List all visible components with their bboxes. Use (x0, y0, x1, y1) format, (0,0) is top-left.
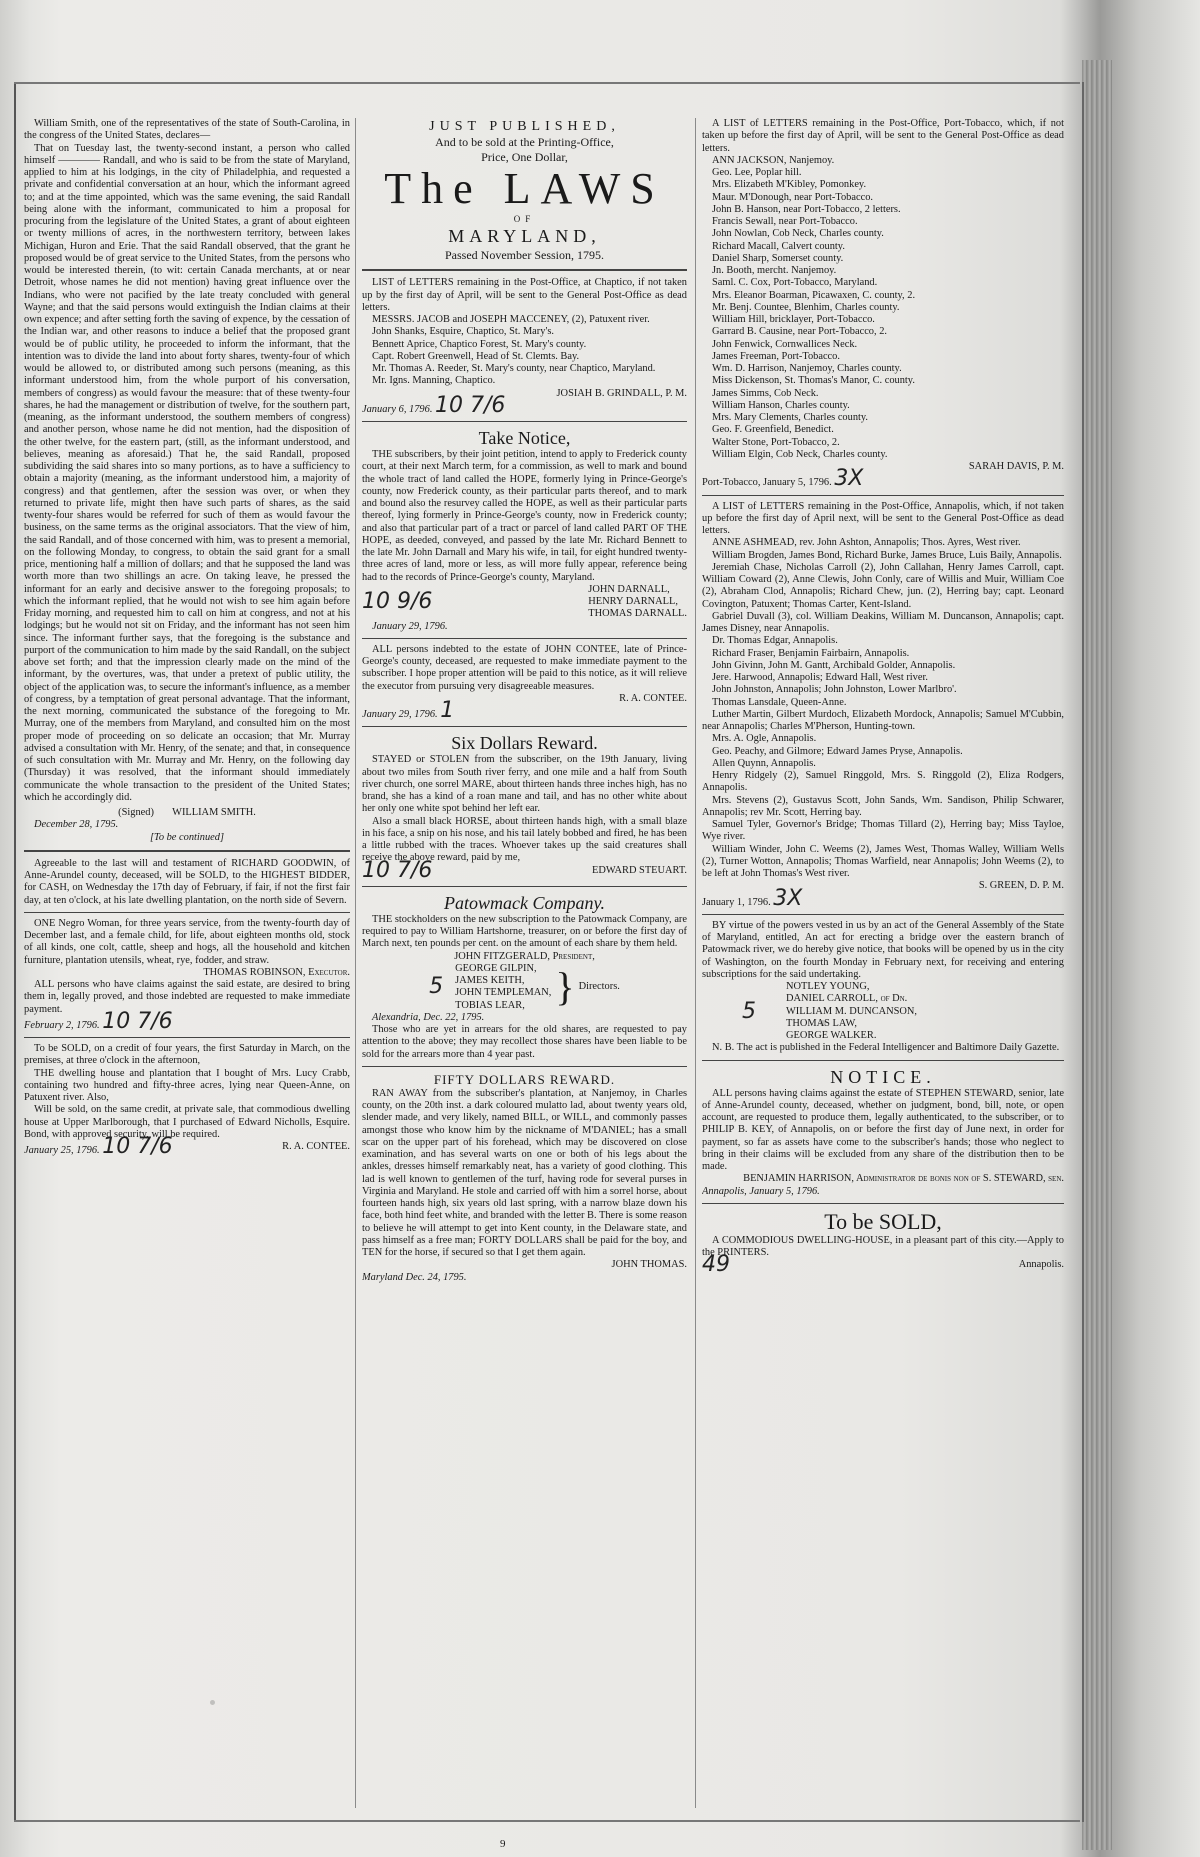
annapolis-letter-item: William Brogden, James Bond, Richard Burke, James Bruce, Luis Baily, Annapolis. (712, 549, 1062, 561)
port-tobacco-letter-item: Geo. F. Greenfield, Benedict. (712, 424, 834, 436)
six-dollars-reward-body-2: Also a small black HORSE, about thirteen hands high, with a small blaze in his face, a snip on his nose, and his tail lately bobbed and fired, he has been a little rubbed with the traces. Whoever takes up the said creatures shall receive the above reward, paid by me, (362, 815, 687, 864)
bridge-signer: THOMAS LAW, (786, 1017, 857, 1029)
divider (24, 1037, 350, 1038)
port-tobacco-letter-item: Mrs. Mary Clements, Charles county. (712, 412, 869, 423)
port-tobacco-signature: SARAH DAVIS, P. M. (968, 461, 1064, 472)
divider (362, 269, 687, 271)
divider (24, 850, 350, 852)
column-rule-1 (355, 118, 356, 1808)
bridge-signer: GEORGE WALKER. (786, 1030, 877, 1041)
signer-name: WILLIAM SMITH. (172, 807, 256, 818)
dwelling-ad: THE dwelling house and plantation that I bought of Mrs. Lucy Crabb, containing two hundred and fifty-three acres, lying near Queen-Anne, on Patuxent river. Also, (24, 1067, 350, 1103)
negro-ad: ONE Negro Woman, for three years service, from the twenty-fourth day of December last, and a female child, for life, about eighteen months old, stock of all kinds, one colt, cattle, sheep and hogs, all the household and kitchen furniture, plantation utensils, wheat, rye, fodder, and straw. (24, 917, 350, 966)
signed-label: (Signed) (118, 807, 154, 818)
port-tobacco-letter-item: James Freeman, Port-Tobacco. (712, 350, 840, 362)
laws-maryland: MARYLAND, (448, 226, 601, 247)
bridge-handwritten-mark: 5 (742, 998, 756, 1024)
conte-handwritten-mark: 10 7/6 (102, 1134, 173, 1159)
divider (702, 495, 1064, 496)
annapolis-letter-item: Samuel Tyler, Governor's Bridge; Thomas Tillard (2), Herring bay; Miss Tayloe, Wye river. (702, 819, 1064, 843)
divider (362, 726, 687, 727)
annapolis-handwritten-mark: 3X (773, 885, 803, 911)
annapolis-letter-item: Jeremiah Chase, Nicholas Carroll (2), John Callahan, Henry James Carroll, capt. William Coward (2), Anne Clewis, John Conly, care of Willis and Muir, William Coe (2), Abraham Clod, Annapolis; Richard Chew, jun. (2), Herring bay; capt. Leonard Covington, Patuxent; Thomas Carter, Kent-Island. (702, 561, 1064, 610)
port-tobacco-letter-item: William Elgin, Cob Neck, Charles county. (712, 448, 888, 460)
murray-letter-body: That on Tuesday last, the twenty-second instant, a person who called himself ———— Randall, and who is said to be from the state of Maryland, applied to him at his lodgings, in the city of Philadelphia, and requested a private and confidential conversation at an hour, which the informant agreed to; and at the time appointed, which was the same evening, the said Randall being alone with the informant, communicated to him a proposal for procuring from the legislature of the United States, a grant of about eighteen or twenty millions of acres, in the northwestern territory, between lakes Michigan, Huron and Erie. That the said Randall observed, that the grant he proposed would be of great service to the United States, from the persons who would be interested therein, (to wit: certain Canada merchants, at or near Detroit, whose names he did not mention) having great influence over the Indians, who were not pacified by the late treaty concluded with general Wayne; and that the said persons would extinguish the Indian claims at their own expence; and after setting forth the saving of expence, by the cessation of the Indian war, and other reasons to induce a belief that the proposed grant would be of public utility, he proceeded to inform the informant, that the intention was to divide the land into about forty shares, twenty-four of which would be allowed to, or distributed among such persons (meaning, as this informant understood him, from the whole purport of his conversation, members of congress) as would favour the measure: that of these twenty-four shares, he had the management or distribution of twelve, for the southern part, (meaning, as the informant understood, the southern members of congress) and another person, whose name he did not mention, had the disposition of the other twelve, for the eastern part, (still, as the informant understood, and believes, meaning as aforesaid.) That he, the said Randall, proposed subdividing the said shares into so many portions, as to have a sufficiency to obtain a majority (meaning, as the informant understood him, a majority of congress) and that gentlemen, after the session was over, or when they returned to private life, might then have such parts of shares, as the said twenty-four shares would be referred for such of them as would favour the business, on the same terms as the original associators. That the view of him, the said Randall, and of those concerned with him, was to present a memorial, on the following Monday, to congress, to obtain the said grant for a small price, mentioning half a million of dollars; and that he supposed the land was worth more than two shillings an acre. On taking leave, he pressed the informant for an early and decisive answer to the foregoing proposals; to which the informant replied, that he would not wish to see him again before Friday morning, and requested him to call on him at congress, and not at his lodgings; but he would not sit on Friday, and the informant has not seen him since. The informant further says, that the foregoing is the substance and purport of the communication to him made by the said Randall, on the subject above set forth; and that the impression clearly made on the mind of the informant, by the overtures, was, that under a pretext of public utility, the object of the application was, to secure the informant's influence, as a member of congress, by a temptation of great personal advantage. That the informant, the next morning, communicated the substance of the foregoing to Mr. Murray, one of the members from Maryland, and consulted him on the most proper mode of proceeding on so delicate an occasion; that Mr. Murray advised a consultation with Mr. Henry, of the senate; and that, in consequence of such consultation with Mr. Murray and Mr. Henry, on the following day (Thursday) it was resolved, that the informant should immediately communicate the whole transaction to the president of the United States; which he accordingly did. (24, 142, 350, 803)
contee-estate-handwritten-mark: 1 (440, 698, 455, 723)
brace-glyph: } (555, 964, 575, 1010)
reward-handwritten-mark: 10 7/6 (362, 857, 433, 883)
laws-price: Price, One Dollar, (481, 150, 568, 164)
patowmack-director: GEORGE GILPIN, (455, 962, 537, 974)
claims-ad: ALL persons who have claims against the said estate, are desired to bring them in, legally proved, and those indebted are requested to make immediate payment. (24, 979, 350, 1015)
chaptico-letter-item: Mr. Thomas A. Reeder, St. Mary's county, near Chaptico, Maryland. (372, 363, 656, 374)
sold-ad-2: Will be sold, on the same credit, at private sale, that commodious dwelling house at Upper Marlborough, that I purchased of Edward Nicholls, Esquire. Bond, with approved security, will be required. (24, 1104, 350, 1140)
patowmack-handwritten-mark: 5 (429, 974, 444, 1000)
to-be-sold-body: A COMMODIOUS DWELLING-HOUSE, in a pleasant part of this city.—Apply to the PRINTERS. (702, 1234, 1064, 1258)
laws-just-published: JUST PUBLISHED, (429, 119, 620, 134)
annapolis-letter-item: Luther Martin, Gilbert Murdoch, Elizabeth Mordock, Annapolis; Samuel M'Cubbin, near Annapolis; Charles M'Pherson, Hunting-town. (702, 708, 1064, 732)
annapolis-letter-item: Jere. Harwood, Annapolis; Edward Hall, West river. (712, 672, 928, 683)
divider (362, 1066, 687, 1067)
patowmack-president: JOHN FITZGERALD, President, (454, 950, 595, 962)
bridge-signer: DANIEL CARROLL, of Dn. (786, 993, 908, 1005)
conte-date: January 25, 1796. (24, 1145, 100, 1156)
patowmack-date: Alexandria, Dec. 22, 1795. (372, 1011, 485, 1023)
six-dollars-reward-heading: Six Dollars Reward. (451, 733, 598, 754)
annapolis-letter-item: John Givinn, John M. Gantt, Archibald Golder, Annapolis. (712, 659, 956, 671)
laws-session: Passed November Session, 1795. (445, 248, 604, 263)
top-rule (14, 82, 1080, 84)
patowmack-tail: Those who are yet in arrears for the old shares, are requested to pay attention to the above; they may recollect those shares have been liable to be sold for the arrears more than 4 year past. (362, 1024, 687, 1060)
patowmack-heading: Patowmack Company. (444, 892, 605, 913)
laws-of: OF (513, 214, 536, 224)
fifty-dollars-heading: FIFTY DOLLARS REWARD. (433, 1071, 616, 1087)
annapolis-letter-item: ANNE ASHMEAD, rev. John Ashton, Annapolis; Thos. Ayres, West river. (712, 537, 1021, 549)
ink-spot (820, 1020, 826, 1026)
port-tobacco-letter-item: Maur. M'Donough, near Port-Tobacco. (712, 191, 874, 203)
chaptico-signature: JOSIAH B. GRINDALL, P. M. (556, 387, 687, 399)
bridge-signer: NOTLEY YOUNG, (786, 981, 870, 992)
annapolis-letter-item: Gabriel Duvall (3), col. William Deakins, William M. Duncanson, Annapolis; capt. James Disney, near Annapolis. (702, 610, 1064, 634)
contee-estate-body: ALL persons indebted to the estate of JOHN CONTEE, late of Prince-George's county, deceased, are requested to make immediate payment to the subscriber. I hope proper attention will be paid to this notice, as it will relieve the executor from pursuing very disagreeable measures. (362, 643, 687, 692)
annapolis-letter-item: Mrs. A. Ogle, Annapolis. (712, 733, 817, 745)
port-tobacco-list-head: A LIST of LETTERS remaining in the Post-Office, Port-Tobacco, which, if not taken up before the first day of April, will be sent to the General Post-Office as dead letters. (702, 118, 1064, 154)
port-tobacco-letter-item: Jn. Booth, mercht. Nanjemoy. (712, 265, 837, 276)
to-be-sold-place: Annapolis. (1018, 1259, 1064, 1271)
port-tobacco-letter-item: Francis Sewall, near Port-Tobacco. (712, 216, 858, 227)
annapolis-letter-item: John Johnston, Annapolis; John Johnston, Lower Marlbro'. (712, 684, 957, 696)
bottom-rule (14, 1820, 1080, 1822)
fifty-dollars-signature: JOHN THOMAS. (611, 1259, 687, 1271)
annapolis-letter-item: Geo. Peachy, and Gilmore; Edward James Pryse, Annapolis. (712, 745, 963, 757)
bridge-notice-body: BY virtue of the powers vested in us by an act of the General Assembly of the State of Maryland, entitled, An act for erecting a bridge over the eastern branch of Patowmack river, we do hereby give notice, that books will be opened by us in the city of Washington, on the fourth Monday in February next, for receiving and entering subscriptions for the said undertaking. (702, 919, 1064, 980)
port-tobacco-letter-item: Geo. Lee, Poplar hill. (712, 167, 802, 178)
take-notice-signer: THOMAS DARNALL. (588, 608, 687, 620)
chaptico-letter-item: Mr. Igns. Manning, Chaptico. (372, 375, 496, 387)
bridge-nb: N. B. The act is published in the Federal Intelligencer and Baltimore Daily Gazette. (712, 1042, 1060, 1054)
port-tobacco-letter-item: ANN JACKSON, Nanjemoy. (712, 154, 835, 166)
patowmack-body: THE stockholders on the new subscription to the Patowmack Company, are required to pay to William Hartshorne, treasurer, on or before the first day of March next, ten pounds per cent. on the amount of each share by them held. (362, 913, 687, 950)
divider (362, 886, 687, 887)
port-tobacco-letter-item: Mrs. Elizabeth M'Kibley, Pomonkey. (712, 179, 867, 191)
annapolis-letter-item: Mrs. Stevens (2), Gustavus Scott, John Sands, Wm. Sandison, Philip Schwarer, Annapolis; rev Mr. Scott, Herring bay. (702, 794, 1064, 818)
divider (362, 638, 687, 639)
take-notice-heading: Take Notice, (478, 428, 571, 448)
port-tobacco-letter-item: William Hanson, Charles county. (712, 399, 850, 411)
sold-ad: To be SOLD, on a credit of four years, the first Saturday in March, on the premises, at three o'clock in the afternoon, (24, 1043, 350, 1067)
claims-date: February 2, 1796. (24, 1019, 100, 1031)
patowmack-directors-label: Directors. (578, 981, 620, 993)
annapolis-signature: S. GREEN, D. P. M. (978, 880, 1064, 892)
divider (702, 914, 1064, 915)
contee-estate-signature: R. A. CONTEE. (619, 692, 687, 704)
annapolis-list-head: A LIST of LETTERS remaining in the Post-Office, Annapolis, which, if not taken up before the first day of April next, will be sent to the General Post-Office as dead letters. (702, 500, 1064, 536)
notice-signature: BENJAMIN HARRISON, Administrator de bonis non of S. STEWARD, sen. (743, 1173, 1064, 1185)
chaptico-date: January 6, 1796. (362, 403, 433, 415)
annapolis-letter-item: Richard Fraser, Benjamin Fairbairn, Annapolis. (712, 647, 910, 659)
annapolis-letter-item: William Winder, John C. Weems (2), James West, Thomas Walley, William Wells (2), Turner Wotton, Annapolis; Thomas Warfield, near Annapolis; John Weems (2), to be left at John Thomas's West river. (702, 843, 1064, 879)
annapolis-letter-item: Thomas Lansdale, Queen-Anne. (712, 696, 847, 708)
chaptico-letter-item: MESSRS. JACOB and JOSEPH MACCENEY, (2), Patuxent river. (372, 314, 650, 325)
chaptico-handwritten-mark: 10 7/6 (435, 392, 506, 418)
column-rule-2 (695, 118, 696, 1808)
ink-spot (210, 1700, 215, 1705)
port-tobacco-letter-item: John Nowlan, Cob Neck, Charles county. (712, 228, 884, 240)
notice-heading: NOTICE. (830, 1066, 936, 1087)
divider (702, 1060, 1064, 1061)
port-tobacco-letter-item: Richard Macall, Calvert county. (712, 240, 845, 252)
divider (702, 1203, 1064, 1204)
chaptico-letter-item: John Shanks, Esquire, Chaptico, St. Mary's. (372, 326, 554, 338)
chaptico-letter-item: Bennett Aprice, Chaptico Forest, St. Mary's county. (372, 338, 587, 350)
port-tobacco-letter-item: Wm. D. Harrison, Nanjemoy, Charles county. (712, 363, 902, 374)
take-notice-handwritten-mark: 10 9/6 (362, 589, 433, 614)
port-tobacco-letter-item: Miss Dickenson, St. Thomas's Manor, C. county. (712, 375, 915, 387)
take-notice-body: THE subscribers, by their joint petition, intend to apply to Frederick county court, at their next March term, for a commission, as well to mark and bound the whole tract of land called the HOPE, formerly lying in Prince-George's county, now Frederick county, as their particular parts thereof, and to mark and bound also the resurvey called the HOPE, as well as their particular parts thereof, lying formerly in Prince-George's county, now in Frederick county; and also that particular part of a tract or parcel of land called PART OF THE HOPE, as deeded, conveyed, and passed by the late Mr. Richard Bennett to the late Mr. John Darnall and Mary his wife, in tail, for eight hundred twenty-three acres of land, more or less, as will more fully appear, reference being had to the records of Prince-George's county, Maryland. (362, 449, 687, 583)
claims-handwritten-mark: 10 7/6 (102, 1008, 173, 1034)
contee-estate-date: January 29, 1796. (362, 709, 438, 720)
port-tobacco-handwritten-mark: 3X (834, 466, 864, 492)
port-tobacco-letter-item: Mrs. Eleanor Boarman, Picawaxen, C. county, 2. (712, 289, 916, 301)
page-mark: 9 (500, 1838, 506, 1850)
patowmack-director: TOBIAS LEAR, (455, 999, 525, 1011)
port-tobacco-date: Port-Tobacco, January 5, 1796. (702, 477, 832, 489)
chaptico-list-head: LIST of LETTERS remaining in the Post-Office, at Chaptico, if not taken up by the first day of April, will be sent to the General Post-Office as dead letters. (362, 277, 687, 313)
port-tobacco-letter-item: Mr. Benj. Countee, Blenhim, Charles county. (712, 301, 900, 313)
patowmack-director: JOHN TEMPLEMAN, (455, 987, 552, 999)
annapolis-letter-item: Allen Quynn, Annapolis. (712, 757, 816, 769)
port-tobacco-letter-item: Garrard B. Causine, near Port-Tobacco, 2. (712, 326, 887, 338)
port-tobacco-letter-item: John Fenwick, Cornwallices Neck. (712, 338, 858, 350)
reward-signature: EDWARD STEUART. (592, 864, 687, 876)
notice-body: ALL persons having claims against the estate of STEPHEN STEWARD, senior, late of Anne-Arundel county, deceased, whether on judgment, bond, bill, note, or open account, are requested to produce them, legally authenticated, to the subscriber, or to PHILIP B. KEY, of Annapolis, on or before the first day of June next, in order for payment, so far as assets have come to the subscriber's hands; those who neglect to bring in their claims will be excluded from any share of the distribution then to be made. (702, 1087, 1064, 1172)
port-tobacco-letter-item: James Simms, Cob Neck. (712, 387, 819, 399)
murray-letter-intro: William Smith, one of the representatives of the state of South-Carolina, in the congress of the United States, declares— (24, 118, 350, 142)
conte-signature: R. A. CONTEE. (282, 1141, 350, 1152)
patowmack-director: JAMES KEITH, (455, 975, 525, 986)
take-notice-signer: JOHN DARNALL, (588, 583, 670, 595)
column-3 (702, 118, 1064, 1818)
annapolis-letter-item: Henry Ridgely (2), Samuel Ringgold, Mrs. S. Ringgold (2), Eliza Rodgers, Annapolis. (702, 770, 1064, 794)
chaptico-letter-item: Capt. Robert Greenwell, Head of St. Clemts. Bay. (372, 350, 580, 362)
letter-date: December 28, 1795. (34, 819, 119, 831)
divider (24, 912, 350, 913)
port-tobacco-letter-item: John B. Hanson, near Port-Tobacco, 2 letters. (712, 203, 901, 215)
port-tobacco-letter-item: William Hill, bricklayer, Port-Tobacco. (712, 314, 875, 325)
notice-date: Annapolis, January 5, 1796. (702, 1185, 820, 1197)
fifty-dollars-body: RAN AWAY from the subscriber's plantation, at Nanjemoy, in Charles county, on the 20th inst. a dark coloured mulatto lad, about twenty years old, slender made, and very likely, named BILL, or WILL, and commonly passes amongst those who know him by the nickname of M'DANIEL; has a small scar on the upper part of his forehead, which may be discovered on close examination, and has several warts on one or both of his legs about the ankles, dresses himself remarkably neat, has a variety of good clothing. This lad is well known to gentlemen of the turf, having rode for several purses in Virginia and Maryland. He stole and carried off with him a sorrel horse, about fourteen hands high, six years old last spring, with a narrow blaze down his face, both hind feet white, and branded with the letter B. There is some reason to believe he will attempt to get into Kent county, in the Delaware state, and pass himself as a free man; FORTY DOLLARS shall be paid for the boy, and TEN for the horse, if secured so that I get them again. (362, 1087, 687, 1258)
port-tobacco-letter-item: Saml. C. Cox, Port-Tobacco, Maryland. (712, 277, 878, 289)
continued-note: [To be continued] (149, 831, 225, 843)
take-notice-signer: HENRY DARNALL, (588, 596, 678, 607)
column-2 (362, 118, 687, 1818)
divider (362, 421, 687, 422)
six-dollars-reward-body: STAYED or STOLEN from the subscriber, on the 19th January, living about two miles from South river ferry, and one mile and a half from South river church, one sorrel MARE, about thirteen hands three inches high, has no brand, she has a kind of a roan mane and tail, and has no other white about her only one white spot behind her left ear. (362, 754, 687, 815)
laws-printing-office: And to be sold at the Printing-Office, (435, 135, 614, 149)
annapolis-letter-item: Dr. Thomas Edgar, Annapolis. (712, 635, 838, 647)
negro-ad-signature: THOMAS ROBINSON, Executor. (203, 966, 350, 978)
bridge-signer: WILLIAM M. DUNCANSON, (786, 1005, 918, 1017)
port-tobacco-letter-item: Daniel Sharp, Somerset county. (712, 252, 844, 264)
column-1 (24, 118, 350, 1818)
port-tobacco-letter-item: Walter Stone, Port-Tobacco, 2. (712, 436, 840, 448)
to-be-sold-heading: To be SOLD, (824, 1208, 942, 1234)
fifty-dollars-date: Maryland Dec. 24, 1795. (362, 1271, 467, 1283)
laws-title: The LAWS (384, 164, 665, 213)
goodwin-ad: Agreeable to the last will and testament of RICHARD GOODWIN, of Anne-Arundel county, deceased, will be SOLD, to the HIGHEST BIDDER, for CASH, on Wednesday the 17th day of February, if fair, if not the first fair day, at ten o'clock, at his late dwelling plantation, on the north side of Severn. (24, 857, 350, 906)
take-notice-date: January 29, 1796. (372, 620, 448, 632)
to-be-sold-handwritten-mark: 49 (702, 1252, 730, 1278)
book-page-edge (1082, 60, 1112, 1850)
annapolis-date: January 1, 1796. (702, 896, 771, 908)
